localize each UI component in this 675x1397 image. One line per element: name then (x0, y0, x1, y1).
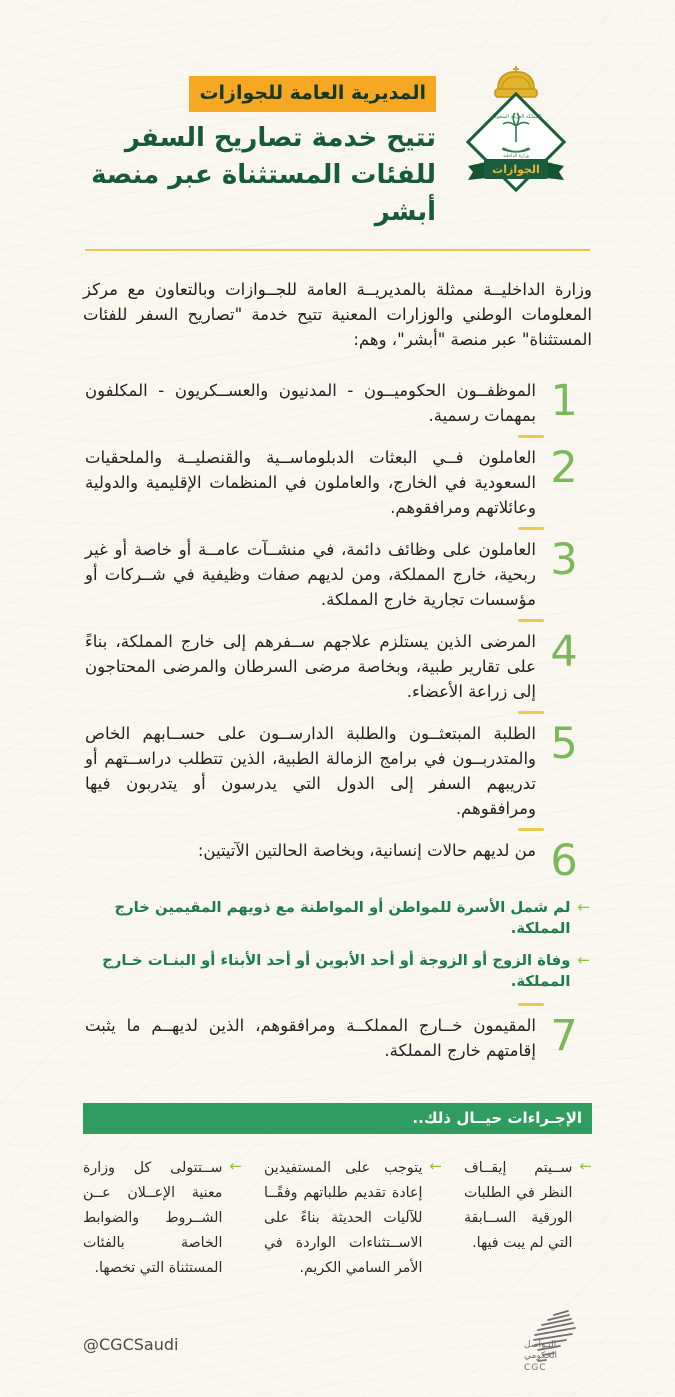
item-number: 3 (550, 535, 578, 585)
left-arrow-icon: ← (429, 1157, 442, 1175)
action-column-1 (464, 1156, 592, 1281)
item-separator (518, 435, 544, 438)
header-divider (85, 249, 590, 251)
item-text: العاملون فــي البعثات الدبلوماســية والقنصليــة والملحقيات السعودية في الخارج، والعاملون في المنظمات الإقليمية والدولية وعائلاتهم ومرافقوهم. (85, 448, 536, 517)
item-separator (518, 711, 544, 714)
cgc-logo (472, 1303, 592, 1397)
title-line-1: تتيح خدمة تصاريح السفر (124, 123, 436, 153)
cgc-en-text: CGC (524, 1363, 547, 1373)
page-title (83, 120, 436, 231)
humanitarian-cases-list (85, 897, 590, 992)
item-text: الطلبة المبتعثــون والطلبة الدارســون على حســابهم الخاص والمتدربــون في برامج الزمالة الطبية، الذين تتطلب دراســتهم أو تدريبهم السفر إلى الدول التي يدرسون أو يتدربون فيها ومرافقوهم. (85, 724, 536, 818)
subitem-text: وفاة الزوج أو الزوجة أو أحد الأبوين أو أحد الأبناء أو البنـات خـارج المملكة. (102, 952, 571, 990)
category-item-1 (83, 378, 592, 428)
header-text (83, 60, 436, 231)
item-number: 4 (550, 627, 578, 677)
item-separator (518, 828, 544, 831)
item-number: 2 (550, 443, 578, 493)
left-arrow-icon: ← (229, 1157, 242, 1175)
header (83, 60, 592, 231)
ribbon-banner (468, 159, 564, 180)
action-text: ســيتم إيقــاف النظر في الطلبات الورقية الســابقة التي لم يبت فيها. (464, 1160, 573, 1251)
item-text: المقيمون خــارج المملكــة ومرافقوهم، الذين لديهــم ما يثبت إقامتهم خارج المملكة. (85, 1016, 536, 1060)
logo-ribbon-text: الجوازات (492, 163, 540, 176)
cgc-ar-line1: التـواصل (524, 1340, 557, 1350)
item-number: 1 (550, 376, 578, 426)
item-number: 5 (550, 719, 578, 769)
twitter-handle[interactable]: @CGCSaudi (83, 1335, 179, 1354)
item-text: المرضى الذين يستلزم علاجهم ســفرهم إلى خارج المملكة، بناءً على تقارير طبية، وبخاصة مرضى السرطان والمرضى المحتاجون إلى زراعة الأعضاء. (85, 632, 536, 701)
item-text: من لديهم حالات إنسانية، وبخاصة الحالتين الآتيتين: (197, 841, 536, 860)
footer (83, 1303, 592, 1397)
item-separator (518, 619, 544, 622)
humanitarian-case-2 (85, 950, 590, 992)
category-item-3 (83, 537, 592, 612)
passports-logo (440, 60, 592, 214)
left-arrow-icon: ← (579, 1157, 592, 1175)
passports-emblem-icon (440, 60, 592, 210)
title-line-2: للفئات المستثناة عبر منصة أبشر (91, 160, 436, 227)
item-text: الموظفــون الحكوميــون - المدنيون والعســكريون - المكلفون بمهمات رسمية. (85, 381, 536, 425)
category-item-6 (83, 838, 592, 884)
cgc-ar-line2: الحكومي (524, 1351, 557, 1361)
action-column-2 (264, 1156, 442, 1281)
actions-columns (83, 1156, 592, 1281)
action-column-3 (83, 1156, 242, 1281)
subitem-text: لم شمل الأسرة للمواطن أو المواطنة مع ذويهم المقيمين خارج المملكة. (114, 899, 571, 937)
logo-kingdom-text: المملكة العربية السعودية (490, 114, 542, 120)
action-text: ســتتولى كل وزارة معنية الإعــلان عــن الشــروط والضوابط الخاصة بالفئات المستثناة التي تخصها. (83, 1160, 223, 1276)
left-arrow-icon: ← (577, 898, 590, 916)
left-arrow-icon: ← (577, 951, 590, 969)
item-separator (518, 527, 544, 530)
item-number: 6 (550, 836, 578, 886)
intro-paragraph: وزارة الداخليــة ممثلة بالمديريــة العامة للجــوازات وبالتعاون مع مركز المعلومات الوطني والوزارات المعنية تتيح خدمة "تصاريح السفر للفئات المستثناة" عبر منصة "أبشر"، وهم: (83, 280, 592, 349)
item-text: العاملون على وظائف دائمة، في منشــآت عامــة أو خاصة أو غير ربحية، خارج المملكة، ومن لديهم صفات وظيفية في شــركات أو مؤسسات تجارية خارج المملكة. (85, 540, 536, 609)
category-item-5 (83, 721, 592, 821)
category-item-2 (83, 445, 592, 520)
actions-bar-title: الإجـراءات حيــال ذلك.. (83, 1103, 592, 1134)
category-item-7 (83, 1013, 592, 1063)
item-separator (518, 1003, 544, 1006)
cgc-logo-icon (472, 1303, 592, 1393)
excepted-categories-list (83, 378, 592, 1063)
action-text: يتوجب على المستفيدين إعادة تقديم طلباتهم وفقًــا للآليات الحديثة بناءً على الاســتثناءات الواردة في الأمر السامي الكريم. (264, 1160, 423, 1276)
category-item-4 (83, 629, 592, 704)
logo-ministry-text: وزارة الداخلية (503, 154, 529, 159)
directorate-badge: المديرية العامة للجوازات (189, 76, 436, 112)
humanitarian-case-1 (85, 897, 590, 939)
item-number: 7 (550, 1011, 578, 1061)
